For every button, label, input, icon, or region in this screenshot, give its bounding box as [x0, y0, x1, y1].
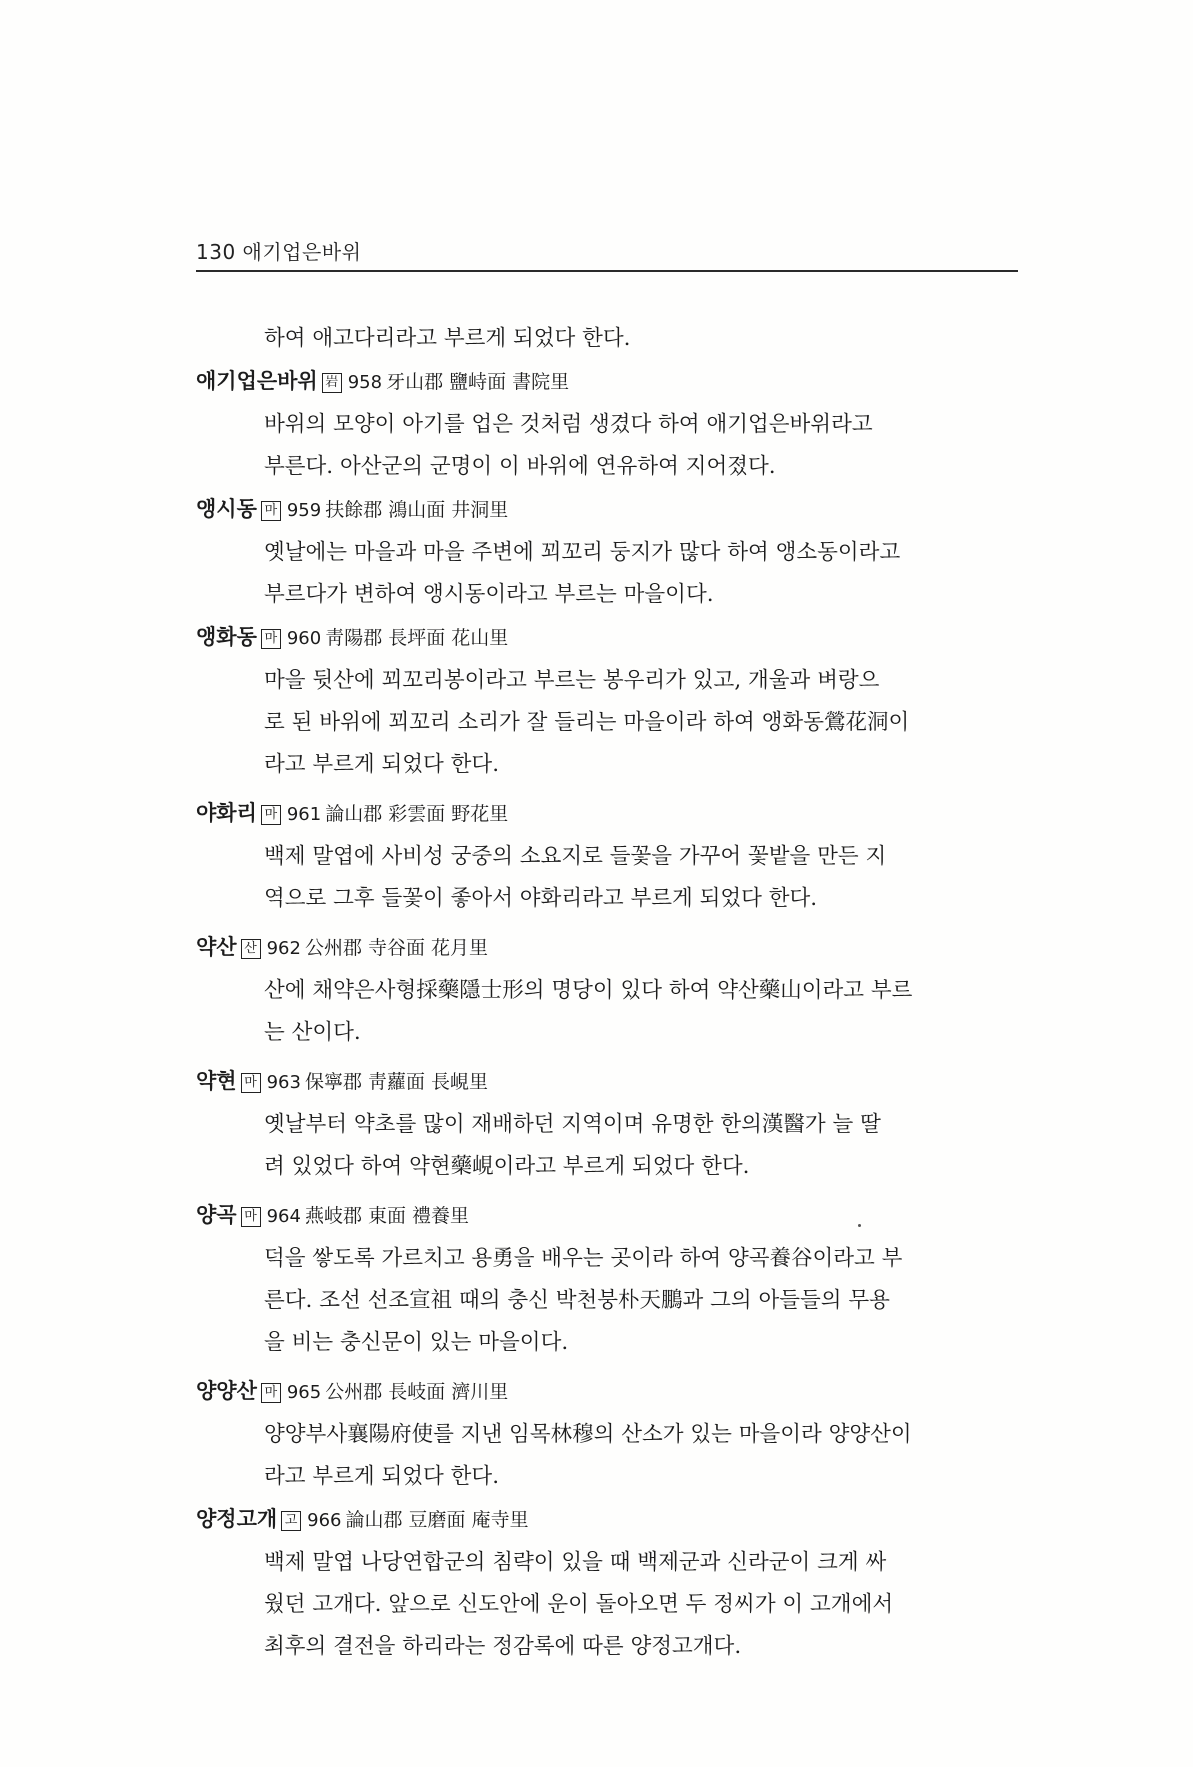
entry-heading [196, 926, 1028, 970]
headword: 양양산 [196, 1379, 257, 1403]
entry-text-line: 최후의 결전을 하리라는 정감록에 따른 양정고개다. [264, 1634, 742, 1659]
entry-text-line: 백제 말엽 나당연합군의 침략이 있을 때 백제군과 신라군이 크게 싸 [264, 1550, 887, 1575]
category-badge: 마 [241, 1207, 261, 1227]
entry-text-line: 덕을 쌓도록 가르치고 용勇을 배우는 곳이라 하여 양곡養谷이라고 부 [264, 1246, 903, 1271]
entry-number: 966 [307, 1510, 342, 1531]
category-badge: 고 [281, 1511, 301, 1531]
category-badge: 岩 [322, 373, 342, 393]
category-badge: 마 [261, 1383, 281, 1403]
entry-number: 958 [347, 372, 383, 393]
entry-number: 959 [286, 500, 322, 521]
entry-number: 961 [286, 804, 322, 825]
entry-text-line: 옛날부터 약초를 많이 재배하던 지역이며 유명한 한의漢醫가 늘 딸 [264, 1112, 881, 1137]
entry-text-line: 을 비는 충신문이 있는 마을이다. [264, 1330, 569, 1355]
entry-text-line: 로 된 바위에 꾀꼬리 소리가 잘 들리는 마을이라 하여 앵화동鶯花洞이 [264, 710, 910, 735]
entry-heading [196, 792, 1028, 836]
entry-location: 牙山郡 鹽峙面 書院里 [386, 371, 570, 393]
headword: 양곡 [196, 1203, 237, 1227]
entry-text-line: 는 산이다. [264, 1020, 361, 1045]
entry-heading [196, 616, 1028, 660]
entry-location: 燕岐郡 東面 禮養里 [304, 1205, 470, 1227]
dictionary-entry [196, 488, 1028, 616]
entry-text-line: 려 있었다 하여 약현藥峴이라고 부르게 되었다 한다. [264, 1154, 750, 1179]
entry-location: 論山郡 彩雲面 野花里 [325, 803, 509, 825]
dictionary-entry [196, 616, 1028, 786]
continuation-line: 하여 애고다리라고 부르게 되었다 한다. [264, 326, 631, 351]
entry-heading [196, 1194, 1028, 1238]
entry-number: 962 [266, 938, 301, 959]
headword: 앵화동 [196, 625, 257, 649]
entry-number: 964 [266, 1206, 301, 1227]
page-body [196, 318, 1028, 1668]
entry-text-line: 부르다가 변하여 앵시동이라고 부르는 마을이다. [264, 582, 714, 607]
entry-text-line: 옛날에는 마을과 마을 주변에 꾀꼬리 둥지가 많다 하여 앵소동이라고 [264, 540, 901, 565]
entry-text-line: 른다. 조선 선조宣祖 때의 충신 박천붕朴天鵬과 그의 아들들의 무용 [264, 1288, 890, 1313]
entry-location: 論山郡 豆磨面 庵寺里 [345, 1509, 529, 1531]
entry-text-line: 부른다. 아산군의 군명이 이 바위에 연유하여 지어졌다. [264, 454, 776, 479]
speck [858, 1224, 861, 1227]
entry-location: 保寧郡 靑蘿面 長峴里 [304, 1071, 489, 1093]
entry-text-line: 라고 부르게 되었다 한다. [264, 752, 500, 777]
category-badge: 마 [241, 1073, 261, 1093]
dictionary-entry [196, 786, 1028, 920]
headword: 약현 [196, 1069, 237, 1093]
headword: 약산 [196, 935, 237, 959]
headword: 애기업은바위 [196, 369, 318, 393]
entry-heading [196, 360, 1028, 404]
dictionary-entry [196, 1054, 1028, 1188]
category-badge: 마 [261, 629, 281, 649]
entry-location: 公州郡 寺谷面 花月里 [304, 937, 489, 959]
entry-text-line: 웠던 고개다. 앞으로 신도안에 운이 돌아오면 두 정씨가 이 고개에서 [264, 1592, 894, 1617]
category-badge: 산 [241, 939, 261, 959]
headword: 양정고개 [196, 1507, 278, 1531]
entry-text-line: 라고 부르게 되었다 한다. [264, 1464, 500, 1489]
headword: 야화리 [196, 801, 257, 825]
entry-text-line: 역으로 그후 들꽃이 좋아서 야화리라고 부르게 되었다 한다. [264, 886, 818, 911]
entry-text-line: 마을 뒷산에 꾀꼬리봉이라고 부르는 봉우리가 있고, 개울과 벼랑으 [264, 668, 880, 693]
dictionary-entry [196, 1188, 1028, 1364]
entry-heading [196, 488, 1028, 532]
dictionary-entry [196, 360, 1028, 488]
category-badge: 마 [261, 805, 281, 825]
dictionary-entry [196, 920, 1028, 1054]
entry-number: 963 [266, 1072, 301, 1093]
entry-heading [196, 1498, 1028, 1542]
entry-location: 扶餘郡 鴻山面 井洞里 [325, 499, 509, 521]
entry-number: 965 [286, 1382, 322, 1403]
header-rule [196, 270, 1018, 272]
headword: 앵시동 [196, 497, 257, 521]
entry-list [196, 360, 1028, 1668]
entry-text-line: 산에 채약은사형採藥隱士形의 명당이 있다 하여 약산藥山이라고 부르 [264, 978, 913, 1003]
entry-text-line: 양양부사襄陽府使를 지낸 임목林穆의 산소가 있는 마을이라 양양산이 [264, 1422, 912, 1447]
category-badge: 마 [261, 501, 281, 521]
dictionary-entry [196, 1364, 1028, 1498]
entry-number: 960 [286, 628, 322, 649]
entry-location: 公州郡 長岐面 濟川里 [325, 1381, 509, 1403]
entry-heading [196, 1060, 1028, 1104]
dictionary-entry [196, 1498, 1028, 1668]
entry-text-line: 바위의 모양이 아기를 업은 것처럼 생겼다 하여 애기업은바위라고 [264, 412, 873, 437]
running-head: 130 애기업은바위 [196, 240, 362, 264]
entry-location: 靑陽郡 長坪面 花山里 [325, 627, 509, 649]
entry-text-line: 백제 말엽에 사비성 궁중의 소요지로 들꽃을 가꾸어 꽃밭을 만든 지 [264, 844, 887, 869]
entry-heading [196, 1370, 1028, 1414]
